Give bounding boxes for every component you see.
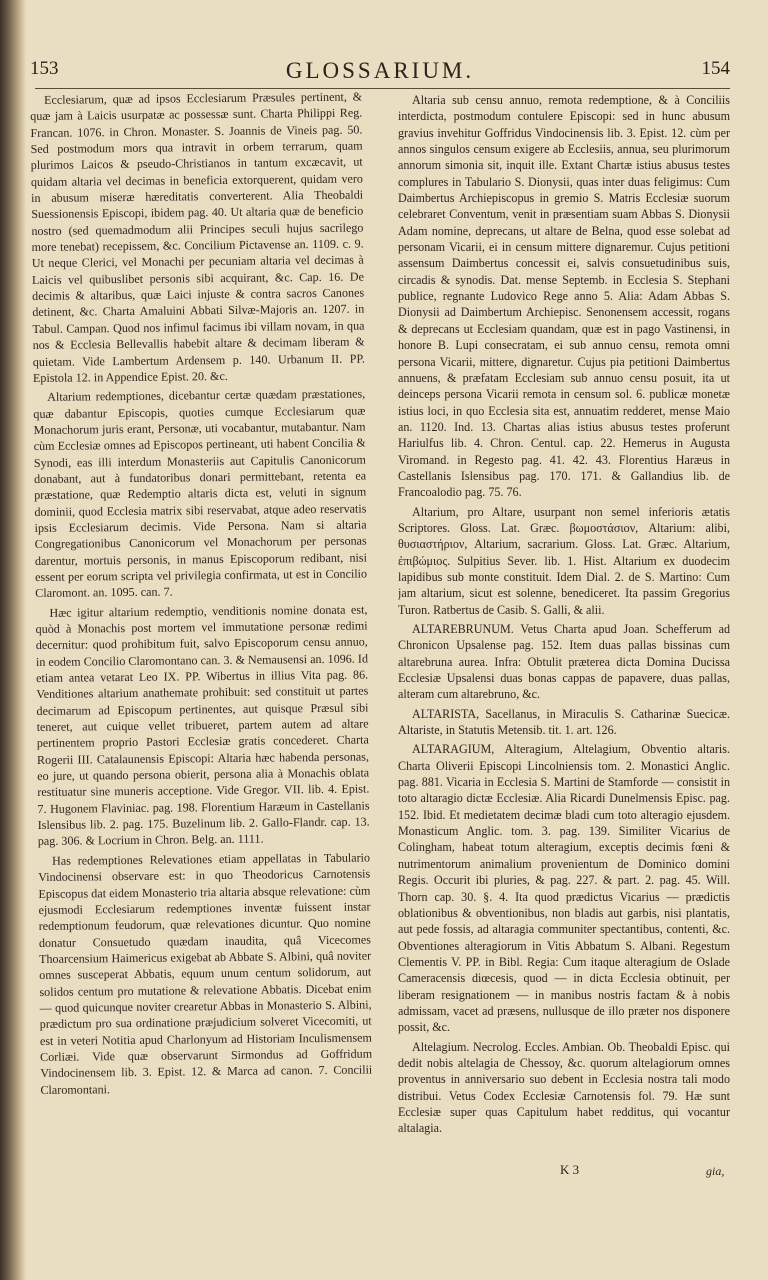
paragraph: Altaria sub censu annuo, remota redemptione, & à Conciliis interdicta, postmodum contulere Episcopi: sed in hunc abusum gravius invehitur Goffridus Vindocinensis lib. 3. Epist. 12. cùm per annos singulos censum exigere ab Ecclesiis, annua, seu plurimorum annorum simonia sit, inquit ille. Extant Chartæ istius abusus testes complures in Tabulario S. Dionysii, quas inter duas feligimus: Cum Daimbertus Archiepiscopus in gremio S. Matris Ecclesiæ suorum celebraret Conventum, venit in præsentiam suam Abbas S. Dionysii Adam nomine, deprecans, ut altare de Belna, quod esse solebat ad personam Vicarii, ei in censum mittere dignaremur. Cujus petitioni assensum Daimbertus concessit ei, salvis consuetudinibus suis, circadis & synodis. Dat. mense Septemb. in Ecclesia S. Stephani publice, regnante Ludovico Rege anno 5. Alia: Adam Abbas S. Dionysii ad Daimbertum Archiepisc. Senonensem accessit, rogans & deprecans ut Ecclesiam quandam, quæ est in pago Vastinensi, in honore B. Lupi consecratam, ei sub annuo censu, remota omni persona Vicarii, mittere, dignaretur. Cujus pia petitioni Daimbertus annuens, & præfatam Ecclesiam sub annuo censu posuit, ita ut deinceps persona Vicarii remota in censum sol. 6. publicæ monetæ istius loci, in quo Ecclesia sita est, annuatim redderet, mense Maio an. 1120. Ind. 13. Chartas alias istius abusus testes proferunt Hariulfus lib. 4. Chron. Centul. cap. 22. Hemerus in Augusta Viromand. in Regesto pag. 41. 42. 43. Florentius Haræus in Castellanis Islensibus pag. 170. 171. & Gallandius lib. de Francoalodio pag. 75. 76. <box>398 93 730 500</box>
page-title: GLOSSARIUM. <box>285 58 475 83</box>
header-rule <box>35 88 730 89</box>
right-column <box>398 92 730 1182</box>
left-column <box>30 89 373 1182</box>
book-gutter <box>0 0 26 1280</box>
paragraph: Altelagium. Necrolog. Eccles. Ambian. Ob. Theobaldi Episc. qui dedit nobis altelagia de Chessoy, &c. quorum altelagiorum omnes proventus in anniversario suo debent in Ecclesia nostra tali modo distribui. Vetus Codex Ecclesiæ Carnotensis fol. 79. Hæ sunt Ecclesiæ super quas Capitulum habet redditus, qui vocantur altalagia. <box>398 1039 730 1136</box>
paragraph: ALTARISTA, Sacellanus, in Miraculis S. Catharinæ Suecicæ. Altariste, in Statutis Metensib. tit. 1. art. 126. <box>398 706 730 738</box>
paragraph: ALTAREBRUNUM. Vetus Charta apud Joan. Schefferum ad Chronicon Upsalense pag. 152. Item duas pallas bissinas cum altarebruna aurea. Infra: Obtulit præterea dicta Domina Ducissa Ecclesiæ Upsalensi duas bonas cappas de papavere, duas pallas, alteram cum altarebruno, &c. <box>398 622 730 702</box>
page-number-right: 154 <box>701 58 730 79</box>
paragraph: Altarium, pro Altare, usurpant non semel inferioris ætatis Scriptores. Gloss. Lat. Græc. βωμοστάσιον, Altarium: alibi, θυσιαστήριον, Altarium, sacrarium. Gloss. Lat. Græc. Altarium, ἐπιβώμιος. Sulpitius Sever. lib. 1. Hist. Altarium ex duodecim lapidibus sub monte constituit. Idem Dial. 2. de S. Martino: Cum jam altarium, sicut est solenne, benediceret. Ita passim Gregorius Turon. Ratbertus de Casib. S. Galli, & alii. <box>398 504 730 617</box>
page-number-left: 153 <box>30 58 59 79</box>
signature-mark: K 3 <box>560 1162 580 1177</box>
paragraph: Has redemptiones Relevationes etiam appellatas in Tabulario Vindocinensi observare est: in quo Theodoricus Carnotensis Episcopus dat eidem Monasterio tria altaria absque relevatione: cùm ejusmodi Ecclesiarum redemptiones inventæ fuissent instar redemptionum feudorum, quæ relevationes dicuntur. Quo nomine donatur Consuetudo quædam inaudita, quâ Vicecomes Thoarcensium Haimericus exigebat ab Abbate S. Albini, quâ noviter omnes susceperat Abbatis, equum unum centum solidorum, aut solidos centum pro mutatione & relevatione Abbatis. Dicebat enim — quod quicunque noviter crearetur Abbas in Monasterio S. Albini, prædictum pro sua ordinatione præjudicium solveret Vicecomiti, ut est in veteri Notitia apud Charlonyum ad Historiam Inculismensem Corliæi. Vide quæ observarunt Sirmondus ad Goffridum Vindocinensem lib. 3. Epist. 12. & Marca ad canon. 7. Concilii Claromontani. <box>38 850 373 1097</box>
catchword: gia, <box>706 1164 725 1178</box>
paragraph: Altarium redemptiones, dicebantur certæ quædam præstationes, quæ dabantur Episcopis, quoties cumque Ecclesiarum quæ Monachorum juris erant, Personæ, uti vocabantur, mutabantur. Nam cùm Ecclesiæ omnes ad Episcopos pertineant, uti habent Concilia & Synodi, eas illi interdum Monasteriis aut Capitulis Canonicorum donabant, aut à fundatoribus donari permittebant, retenta ea præstatione, quæ Redemptio altaris dicta est, veluti in signum dominii, quod Ecclesia matrix sibi reservabat, atque adeo reservatis ipsis Ecclesiarum decimis. Vide Persona. Nam si altaria Congregationibus Canonicorum vel Monachorum per personas darentur, mortuis personis, in manus Episcoporum redibant, nisi essent per eorum scripta vel privilegia confirmata, ut est in Concilio Claromont. an. 1095. can. 7. <box>33 386 368 601</box>
paragraph: Ecclesiarum, quæ ad ipsos Ecclesiarum Præsules pertinent, & quæ jam à Laicis usurpatæ ac possessæ sunt. Charta Philippi Reg. Francan. 1076. in Chron. Monaster. S. Joannis de Vineis pag. 50. Sed postmodum mors qua intravit in orbem terrarum, quam plurimos Laicos & pseudo-Christianos in tantum excæcavit, ut quidam altaria vel decimas in beneficia extorquerent, quidam vero in abusum miseræ hæreditatis converterent. Alia Theobaldi Suessionensis Episcopi, ibidem pag. 40. Ut altaria quæ de beneficio nostro (sed quemadmodum alii Principes seculi hujus sacrilego more tenebat) recepissem, &c. Concilium Pictavense an. 1109. c. 9. Ut neque Clerici, vel Monachi per pecuniam altaria vel decimas à Laicis vel quibuslibet personis sibi acquirant, &c. Cap. 16. De decimis & altaribus, quæ Laici injuste & contra sacros Canones detinent, &c. Charta Amaluini Abbati Silvæ-Majoris an. 1207. in Tabul. Campan. Quod nos infimul facimus ibi villam novam, in qua nos & Ecclesia Bellevallis habebit altare & decimam liberam & quietam. Vide Lambertum Ardensem p. 140. Urbanum II. PP. Epistola 12. in Appendice Epist. 20. &c. <box>30 89 365 385</box>
paragraph: ALTARAGIUM, Alteragium, Altelagium, Obventio altaris. Charta Oliverii Episcopi Lincolniensis tom. 2. Monastici Anglic. pag. 881. Vicaria in Ecclesia S. Martini de Stamforde — consistit in toto altaragio dictæ Ecclesiæ. Alia Ricardi Dunelmensis Episc. pag. 152. Ibid. Et medietatem decimæ bladi cum toto alteragio ejusdem. Monasticum Anglic. tom. 3. pag. 139. Similiter Vicarius de Colingham, habeat totum alteragium, exceptis decimis fœni & nutrimentorum animalium provenientum de Dominico domini Regis. Occurit ibi pluries, & pag. 227. & part. 2. pag. 45. Will. Thorn cap. 30. §. 4. Ita quod prædictus Vicarius — prædictis oblationibus & obventionibus, non bladis aut garbis, nisi plantatis, aut pede fossis, ad altaragia communiter spectantibus, contenti, &c. Obventiones alteragiorum in Vitis Abbatum S. Albani. Regestum Clementis V. PP. in Bibl. Regia: Cum itaque alteragium de Oslade Cameracensis diœcesis, quod — in dicta Ecclesia obtinuit, per liberam resignationem — in manibus nostris factam & à nobis admissam, vacet ad præsens, nullusque de illo præter nos disponere possit, &c. <box>398 742 730 1035</box>
paragraph: Hæc igitur altarium redemptio, venditionis nomine donata est, quòd à Monachis post mortem vel immutatione personæ redimi decernitur: quod prohibitum fuit, salvo Episcoporum censu annuo, in eodem Concilio Claromontano can. 3. & Nemausensi an. 1096. Id etiam antea vetarat Leo IX. PP. Wibertus in illius Vita pag. 86. Venditiones altarium anathemate prohibuit: sed constituit ut partes decimarum ad Episcopum pertinentes, aut quisque Præsul sibi teneret, aut cuique vellet tribueret, partem autem ad altare pertinentem proprio Pastori Ecclesiæ gratis concederet. Charta Rogerii III. Catalaunensis Episcopi: Altaria hæc habenda personas, eo jure, ut quando persona obierit, persona alia à Monachis oblata restituatur sine muneris acceptione. Vide Gregor. VII. lib. 4. Epist. 7. Hugonem Flaviniac. pag. 198. Florentium Haræum in Castellanis Islensibus lib. 2. pag. 175. Buzelinum lib. 2. Gallo-Flandr. cap. 13. pag. 306. & Locrium in Chron. Belg. an. 1111. <box>35 602 370 849</box>
running-header <box>30 58 730 88</box>
